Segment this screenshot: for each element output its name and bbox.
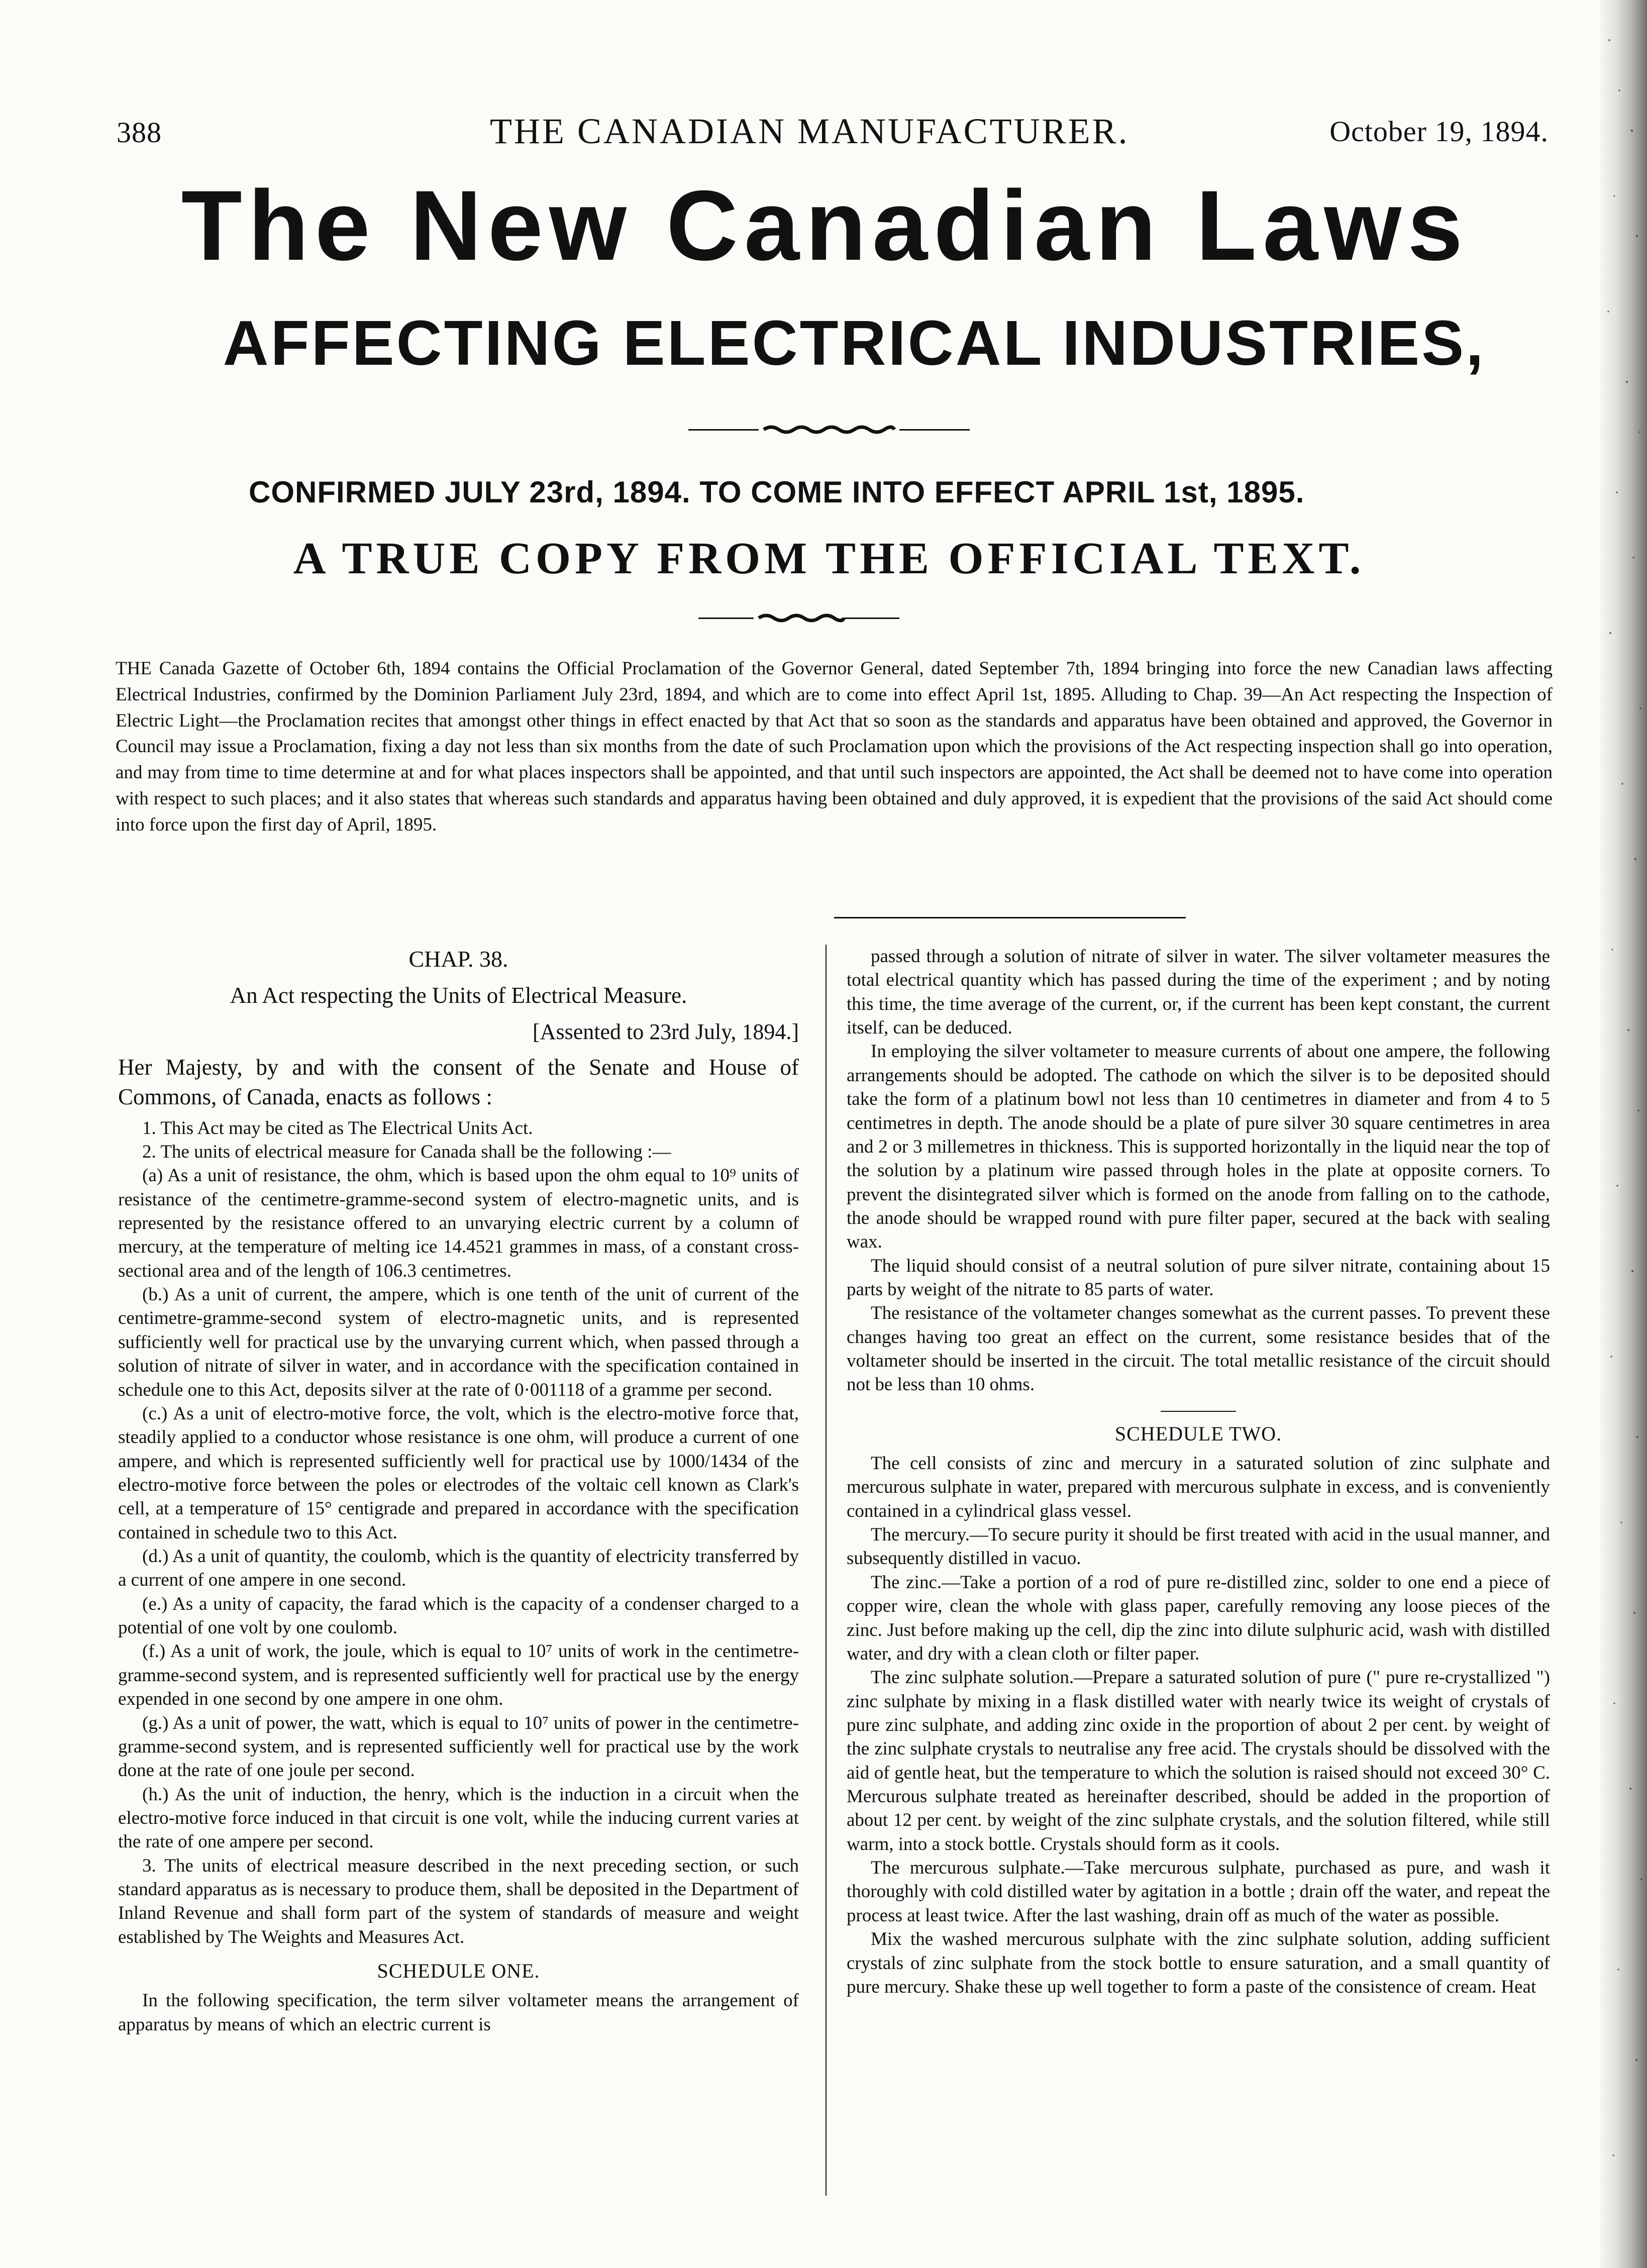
schedule-two-paragraph: The zinc.—Take a portion of a rod of pure re-distilled zinc, solder to one end a piece of copper wire, clean the whole with glass paper, carefully removing any loose pieces of the zinc. Just before making up the cell, dip the zinc into dilute sulphuric acid, wash with distilled water, and dry with a clean cloth or filter paper. — [847, 1572, 1550, 1664]
definition-paragraph: (g.) As a unit of power, the watt, which is equal to 10⁷ units of power in the centimetre-gramme-second system, and is represented sufficiently well for practical use by the work done at the rate of one joule per second. — [118, 1712, 799, 1781]
schedule-two-title: SCHEDULE TWO. — [1114, 1422, 1282, 1445]
section-paragraph: 3. The units of electrical measure described in the next preceding section, or such standard apparatus as is necessary to produce them, shall be deposited in the Department of Inland Revenue and shall form part of the system of standards of measure and weight established by The Weights and Measures Act. — [118, 1855, 799, 1947]
schedule-one-paragraph: passed through a solution of nitrate of silver in water. The silver voltameter measures the total electrical quantity which has passed during the time of the experiment ; and by noting this time, the time average of the current, or, if the current has been kept constant, the current itself, can be deduced. — [847, 946, 1550, 1039]
schedule-two-paragraph: Mix the washed mercurous sulphate with the zinc sulphate solution, adding sufficient crystals of zinc sulphate from the stock bottle to ensure saturation, and a small quantity of pure mercury. Shake these up well together to form a paste of the consistence of cream. Heat — [847, 1929, 1550, 1997]
page-speckle-edge — [1599, 0, 1647, 2268]
wave-ornament-icon — [698, 613, 899, 623]
section-paragraph: 2. The units of electrical measure for Canada shall be the following :— — [142, 1141, 671, 1162]
assent-date: [Assented to 23rd July, 1894.] — [533, 1019, 799, 1045]
definition-paragraph: (h.) As the unit of induction, the henry, which is the induction in a circuit when the electro-motive force induced in that circuit is one volt, while the inducing current varies at the rate of one ampere per second. — [118, 1784, 799, 1852]
definition-paragraph: (d.) As a unit of quantity, the coulomb, which is the quantity of electricity transferred by a current of one ampere in one second. — [118, 1546, 799, 1591]
schedule-two-paragraph: The zinc sulphate solution.—Prepare a saturated solution of pure (" pure re-crystallized ") zinc sulphate by mixing in a flask distilled water with nearly twice its weight of crystals of pure zinc sulphate, and adding zinc oxide in the proportion of about 2 per cent. by weight of the zinc sulphate crystals to neutralise any free acid. The crystals should be dissolved with the aid of gentle heat, but the temperature to which the solution is raised should not exceed 30° C. Mercurous sulphate treated as hereinafter described, should be added in the proportion of about 12 per cent. by weight of the zinc sulphate crystals, and the solution filtered, while still warm, into a stock bottle. Crystals should form as it cools. — [847, 1667, 1550, 1854]
column-divider — [826, 945, 827, 2196]
page-number: 388 — [117, 116, 162, 149]
page-header — [95, 106, 1558, 151]
headline-ornament — [688, 425, 970, 435]
schedule-divider — [1161, 1411, 1236, 1412]
left-column — [118, 945, 799, 2036]
act-title: An Act respecting the Units of Electrical Measure. — [230, 982, 687, 1008]
right-column — [847, 945, 1550, 1999]
journal-title: THE CANADIAN MANUFACTURER. — [490, 111, 1129, 151]
intro-paragraph: THE Canada Gazette of October 6th, 1894 contains the Official Proclamation of the Governor General, dated September 7th, 1894 bringing into force the new Canadian laws affecting Electrical Industries, confirmed by the Dominion Parliament July 23rd, 1894, and which are to come into effect April 1st, 1895. Alluding to Chap. 39—An Act respecting the Inspection of Electric Light—the Proclamation recites that amongst other things in effect enacted by that Act that so soon as the standards and apparatus have been obtained and approved, the Governor in Council may issue a Proclamation, fixing a day not less than six months from the date of such Proclamation upon which the provisions of the Act respecting inspection shall go into operation, and may from time to time determine at and for what places inspectors shall be appointed, and that until such inspectors are appointed, the Act shall be deemed not to have come into operation with respect to such places; and it also states that whereas such standards and apparatus having been obtained and duly approved, it is expedient that the provisions of the said Act should come into force upon the first day of April, 1895. — [116, 658, 1553, 835]
definition-paragraph: (b.) As a unit of current, the ampere, which is one tenth of the unit of current of the centimetre-gramme-second system of electro-magnetic units, and is represented sufficiently well for practical use by the unvarying current which, when passed through a solution of nitrate of silver in water, and in accordance with the specification contained in schedule one to this Act, deposits silver at the rate of 0·001118 of a gramme per second. — [118, 1284, 799, 1400]
official-text-heading: A TRUE COPY FROM THE OFFICIAL TEXT. — [293, 534, 1365, 583]
chapter-heading: CHAP. 38. — [408, 946, 508, 972]
definition-paragraph: (a) As a unit of resistance, the ohm, which is based upon the ohm equal to 10⁹ units of resistance of the centimetre-gramme-second system of electro-magnetic units, and is represented by the resistance offered to an unvarying electric current by a column of mercury, at the temperature of melting ice 14.4521 grammes in mass, of a constant cross-sectional area and of the length of 106.3 centimetres. — [118, 1165, 799, 1281]
definition-paragraph: (e.) As a unity of capacity, the farad which is the capacity of a condenser charged to a potential of one volt by one coulomb. — [118, 1593, 799, 1638]
issue-date: October 19, 1894. — [1329, 115, 1549, 148]
section-ornament — [698, 613, 899, 623]
schedule-two-paragraph: The mercury.—To secure purity it should be first treated with acid in the usual manner, and subsequently distilled in vacuo. — [847, 1524, 1550, 1569]
section-paragraph: 1. This Act may be cited as The Electrical Units Act. — [142, 1117, 533, 1139]
schedule-one-paragraph: The liquid should consist of a neutral solution of pure silver nitrate, containing about 15 parts by weight of the nitrate to 85 parts of water. — [847, 1255, 1550, 1300]
enacting-clause: Her Majesty, by and with the consent of the Senate and House of Commons, of Canada, enacts as follows : — [118, 1054, 799, 1110]
schedule-one-paragraph: The resistance of the voltameter changes somewhat as the current passes. To prevent these changes having too great an effect on the current, some resistance besides that of the voltameter should be inserted in the circuit. The total metallic resistance of the circuit should not be less than 10 ohms. — [847, 1303, 1550, 1395]
confirmation-dates: CONFIRMED JULY 23rd, 1894. TO COME INTO EFFECT APRIL 1st, 1895. — [249, 475, 1305, 509]
intro-divider — [834, 917, 1186, 918]
schedule-one-paragraph: In employing the silver voltameter to measure currents of about one ampere, the following arrangements should be adopted. The cathode on which the silver is to be deposited should take the form of a platinum bowl not less than 10 centimetres in diameter and from 4 to 5 centimetres in depth. The anode should be a plate of pure silver 30 square centimetres in area and 2 or 3 millemetres in thickness. This is supported horizontally in the liquid near the top of the solution by a platinum wire passed through holes in the plate at opposite corners. To prevent the disintegrated silver which is formed on the anode from falling on to the cathode, the anode should be wrapped round with pure filter paper, secured at the back with sealing wax. — [847, 1041, 1550, 1253]
schedule-two-paragraph: The mercurous sulphate.—Take mercurous sulphate, purchased as pure, and wash it thoroughly with cold distilled water by agitation in a bottle ; drain off the water, and repeat the process at least twice. After the last washing, drain off as much of the water as possible. — [847, 1858, 1550, 1926]
schedule-one-title: SCHEDULE ONE. — [377, 1960, 540, 1983]
headline-subtitle: AFFECTING ELECTRICAL INDUSTRIES, — [223, 307, 1486, 378]
headline-title: The New Canadian Laws — [181, 170, 1469, 281]
schedule-one-paragraph: In the following specification, the term silver voltameter means the arrangement of apparatus by means of which an electric current is — [118, 1990, 799, 2035]
wave-ornament-icon — [688, 425, 970, 435]
definition-paragraph: (f.) As a unit of work, the joule, which is equal to 10⁷ units of work in the centimetre-gramme-second system, and is represented sufficiently well for practical use by the energy expended in one second by one ampere in one ohm. — [118, 1641, 799, 1710]
definition-paragraph: (c.) As a unit of electro-motive force, the volt, which is the electro-motive force that, steadily applied to a conductor whose resistance is one ohm, will produce a current of one ampere, and which is represented sufficiently well for practical use by 1000/1434 of the electro-motive force between the poles or electrodes of the voltaic cell known as Clark's cell, at a temperature of 15° centigrade and prepared in accordance with the specification contained in schedule two to this Act. — [118, 1403, 799, 1543]
edge-noise-icon — [1599, 0, 1647, 2268]
schedule-two-paragraph: The cell consists of zinc and mercury in a saturated solution of zinc sulphate and mercurous sulphate in water, prepared with mercurous sulphate in excess, and is conveniently contained in a cylindrical glass vessel. — [847, 1453, 1550, 1521]
